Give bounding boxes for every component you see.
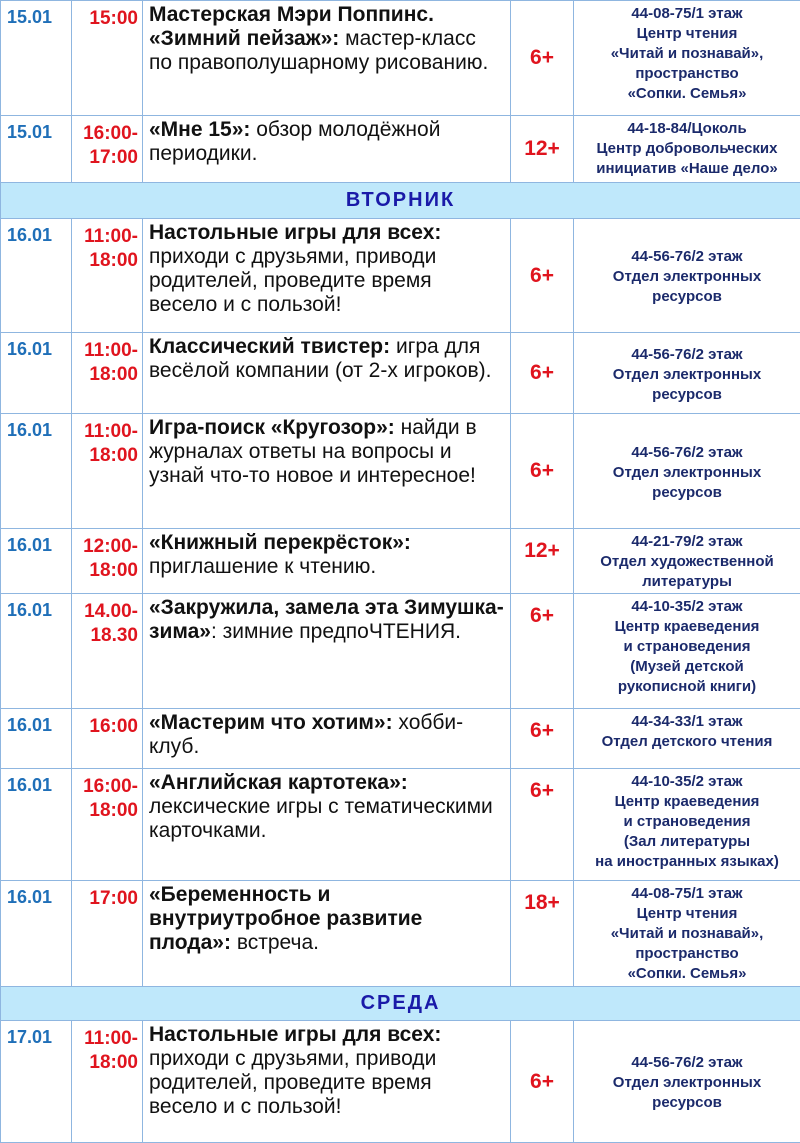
event-location: 44-10-35/2 этаж Центр краеведения и страноведения (Музей детской рукописной книги): [574, 594, 800, 709]
event-location: 44-10-35/2 этаж Центр краеведения и страноведения (Зал литературы на иностранных языках): [574, 769, 800, 881]
age-rating: 6+: [511, 1021, 574, 1143]
event-description: [143, 881, 511, 987]
event-title: Настольные игры для всех:: [149, 221, 441, 244]
event-description: [143, 594, 511, 709]
event-row: [1, 1, 800, 116]
event-time: 15:00: [72, 1, 143, 116]
event-text: мастер-класс по правополушарному рисованию.: [149, 27, 488, 74]
event-time: 14.00- 18.30: [72, 594, 143, 709]
age-rating: 6+: [511, 1, 574, 116]
event-location: 44-21-79/2 этаж Отдел художественной литературы: [574, 529, 800, 594]
event-row: [1, 116, 800, 183]
event-time: 16:00- 18:00: [72, 769, 143, 881]
event-title: «Беременность и внутриутробное развитие плода»:: [149, 883, 422, 954]
age-rating: 18+: [511, 881, 574, 987]
event-date: 16.01: [1, 594, 72, 709]
event-description: [143, 414, 511, 529]
event-text: лексические игры с тематическими карточками.: [149, 795, 493, 842]
event-date: 15.01: [1, 1, 72, 116]
event-location: 44-08-75/1 этаж Центр чтения «Читай и познавай», пространство «Сопки. Семья»: [574, 881, 800, 987]
event-location: 44-56-76/2 этаж Отдел электронных ресурсов: [574, 333, 800, 414]
age-rating: 12+: [511, 116, 574, 183]
event-location: 44-34-33/1 этаж Отдел детского чтения: [574, 709, 800, 769]
event-row: [1, 529, 800, 594]
event-row: [1, 769, 800, 881]
event-text: найди в журналах ответы на вопросы и узнай что-то новое и интересное!: [149, 416, 477, 487]
day-header-label: СРЕДА: [1, 987, 800, 1021]
event-title: Мастерская Мэри Поппинс. «Зимний пейзаж»:: [149, 3, 434, 50]
event-text: приглашение к чтению.: [149, 555, 376, 578]
event-text: : зимние предпоЧТЕНИЯ.: [211, 620, 461, 643]
event-description: [143, 333, 511, 414]
event-title: «Мастерим что хотим»:: [149, 711, 393, 734]
event-text: приходи с друзьями, приводи родителей, проведите время весело и с пользой!: [149, 245, 436, 316]
event-time: 11:00- 18:00: [72, 219, 143, 333]
event-title: Игра-поиск «Кругозор»:: [149, 416, 395, 439]
event-date: 16.01: [1, 219, 72, 333]
event-title: «Английская картотека»:: [149, 771, 408, 794]
event-row: [1, 881, 800, 987]
event-title: Классический твистер:: [149, 335, 390, 358]
event-time: 11:00- 18:00: [72, 414, 143, 529]
day-header-wednesday: [1, 987, 800, 1021]
event-date: 16.01: [1, 881, 72, 987]
day-header-label: ВТОРНИК: [1, 183, 800, 219]
event-title: «Мне 15»:: [149, 118, 250, 141]
age-rating: 6+: [511, 219, 574, 333]
event-title: «Книжный перекрёсток»:: [149, 531, 411, 554]
event-time: 12:00- 18:00: [72, 529, 143, 594]
event-location: 44-08-75/1 этаж Центр чтения «Читай и познавай», пространство «Сопки. Семья»: [574, 1, 800, 116]
event-description: [143, 769, 511, 881]
event-text: приходи с друзьями, приводи родителей, проведите время весело и с пользой!: [149, 1047, 436, 1118]
age-rating: 6+: [511, 709, 574, 769]
event-description: [143, 1, 511, 116]
event-location: 44-56-76/2 этаж Отдел электронных ресурсов: [574, 219, 800, 333]
event-text: игра для весёлой компании (от 2-х игроков).: [149, 335, 492, 382]
event-date: 16.01: [1, 333, 72, 414]
event-description: [143, 219, 511, 333]
event-row: [1, 709, 800, 769]
event-title: Настольные игры для всех:: [149, 1023, 441, 1046]
age-rating: 12+: [511, 529, 574, 594]
age-rating: 6+: [511, 594, 574, 709]
event-location: 44-18-84/Цоколь Центр добровольческих инициатив «Наше дело»: [574, 116, 800, 183]
event-date: 16.01: [1, 769, 72, 881]
event-location: 44-56-76/2 этаж Отдел электронных ресурсов: [574, 1021, 800, 1143]
event-description: [143, 1021, 511, 1143]
event-title: «Закружила, замела эта Зимушка-зима»: [149, 596, 504, 643]
event-time: 17:00: [72, 881, 143, 987]
event-row: [1, 414, 800, 529]
event-time: 16:00- 17:00: [72, 116, 143, 183]
event-row: [1, 1021, 800, 1143]
event-date: 16.01: [1, 709, 72, 769]
event-row: [1, 333, 800, 414]
age-rating: 6+: [511, 414, 574, 529]
event-date: 16.01: [1, 414, 72, 529]
event-row: [1, 219, 800, 333]
event-text: обзор молодёжной периодики.: [149, 118, 440, 165]
event-time: 16:00: [72, 709, 143, 769]
day-header-tuesday: [1, 183, 800, 219]
event-text: хобби-клуб.: [149, 711, 463, 758]
event-date: 17.01: [1, 1021, 72, 1143]
event-time: 11:00- 18:00: [72, 1021, 143, 1143]
event-description: [143, 116, 511, 183]
age-rating: 6+: [511, 333, 574, 414]
event-description: [143, 529, 511, 594]
event-date: 16.01: [1, 529, 72, 594]
event-row: [1, 594, 800, 709]
event-description: [143, 709, 511, 769]
event-text: встреча.: [231, 931, 319, 954]
event-location: 44-56-76/2 этаж Отдел электронных ресурсов: [574, 414, 800, 529]
event-time: 11:00- 18:00: [72, 333, 143, 414]
event-date: 15.01: [1, 116, 72, 183]
age-rating: 6+: [511, 769, 574, 881]
